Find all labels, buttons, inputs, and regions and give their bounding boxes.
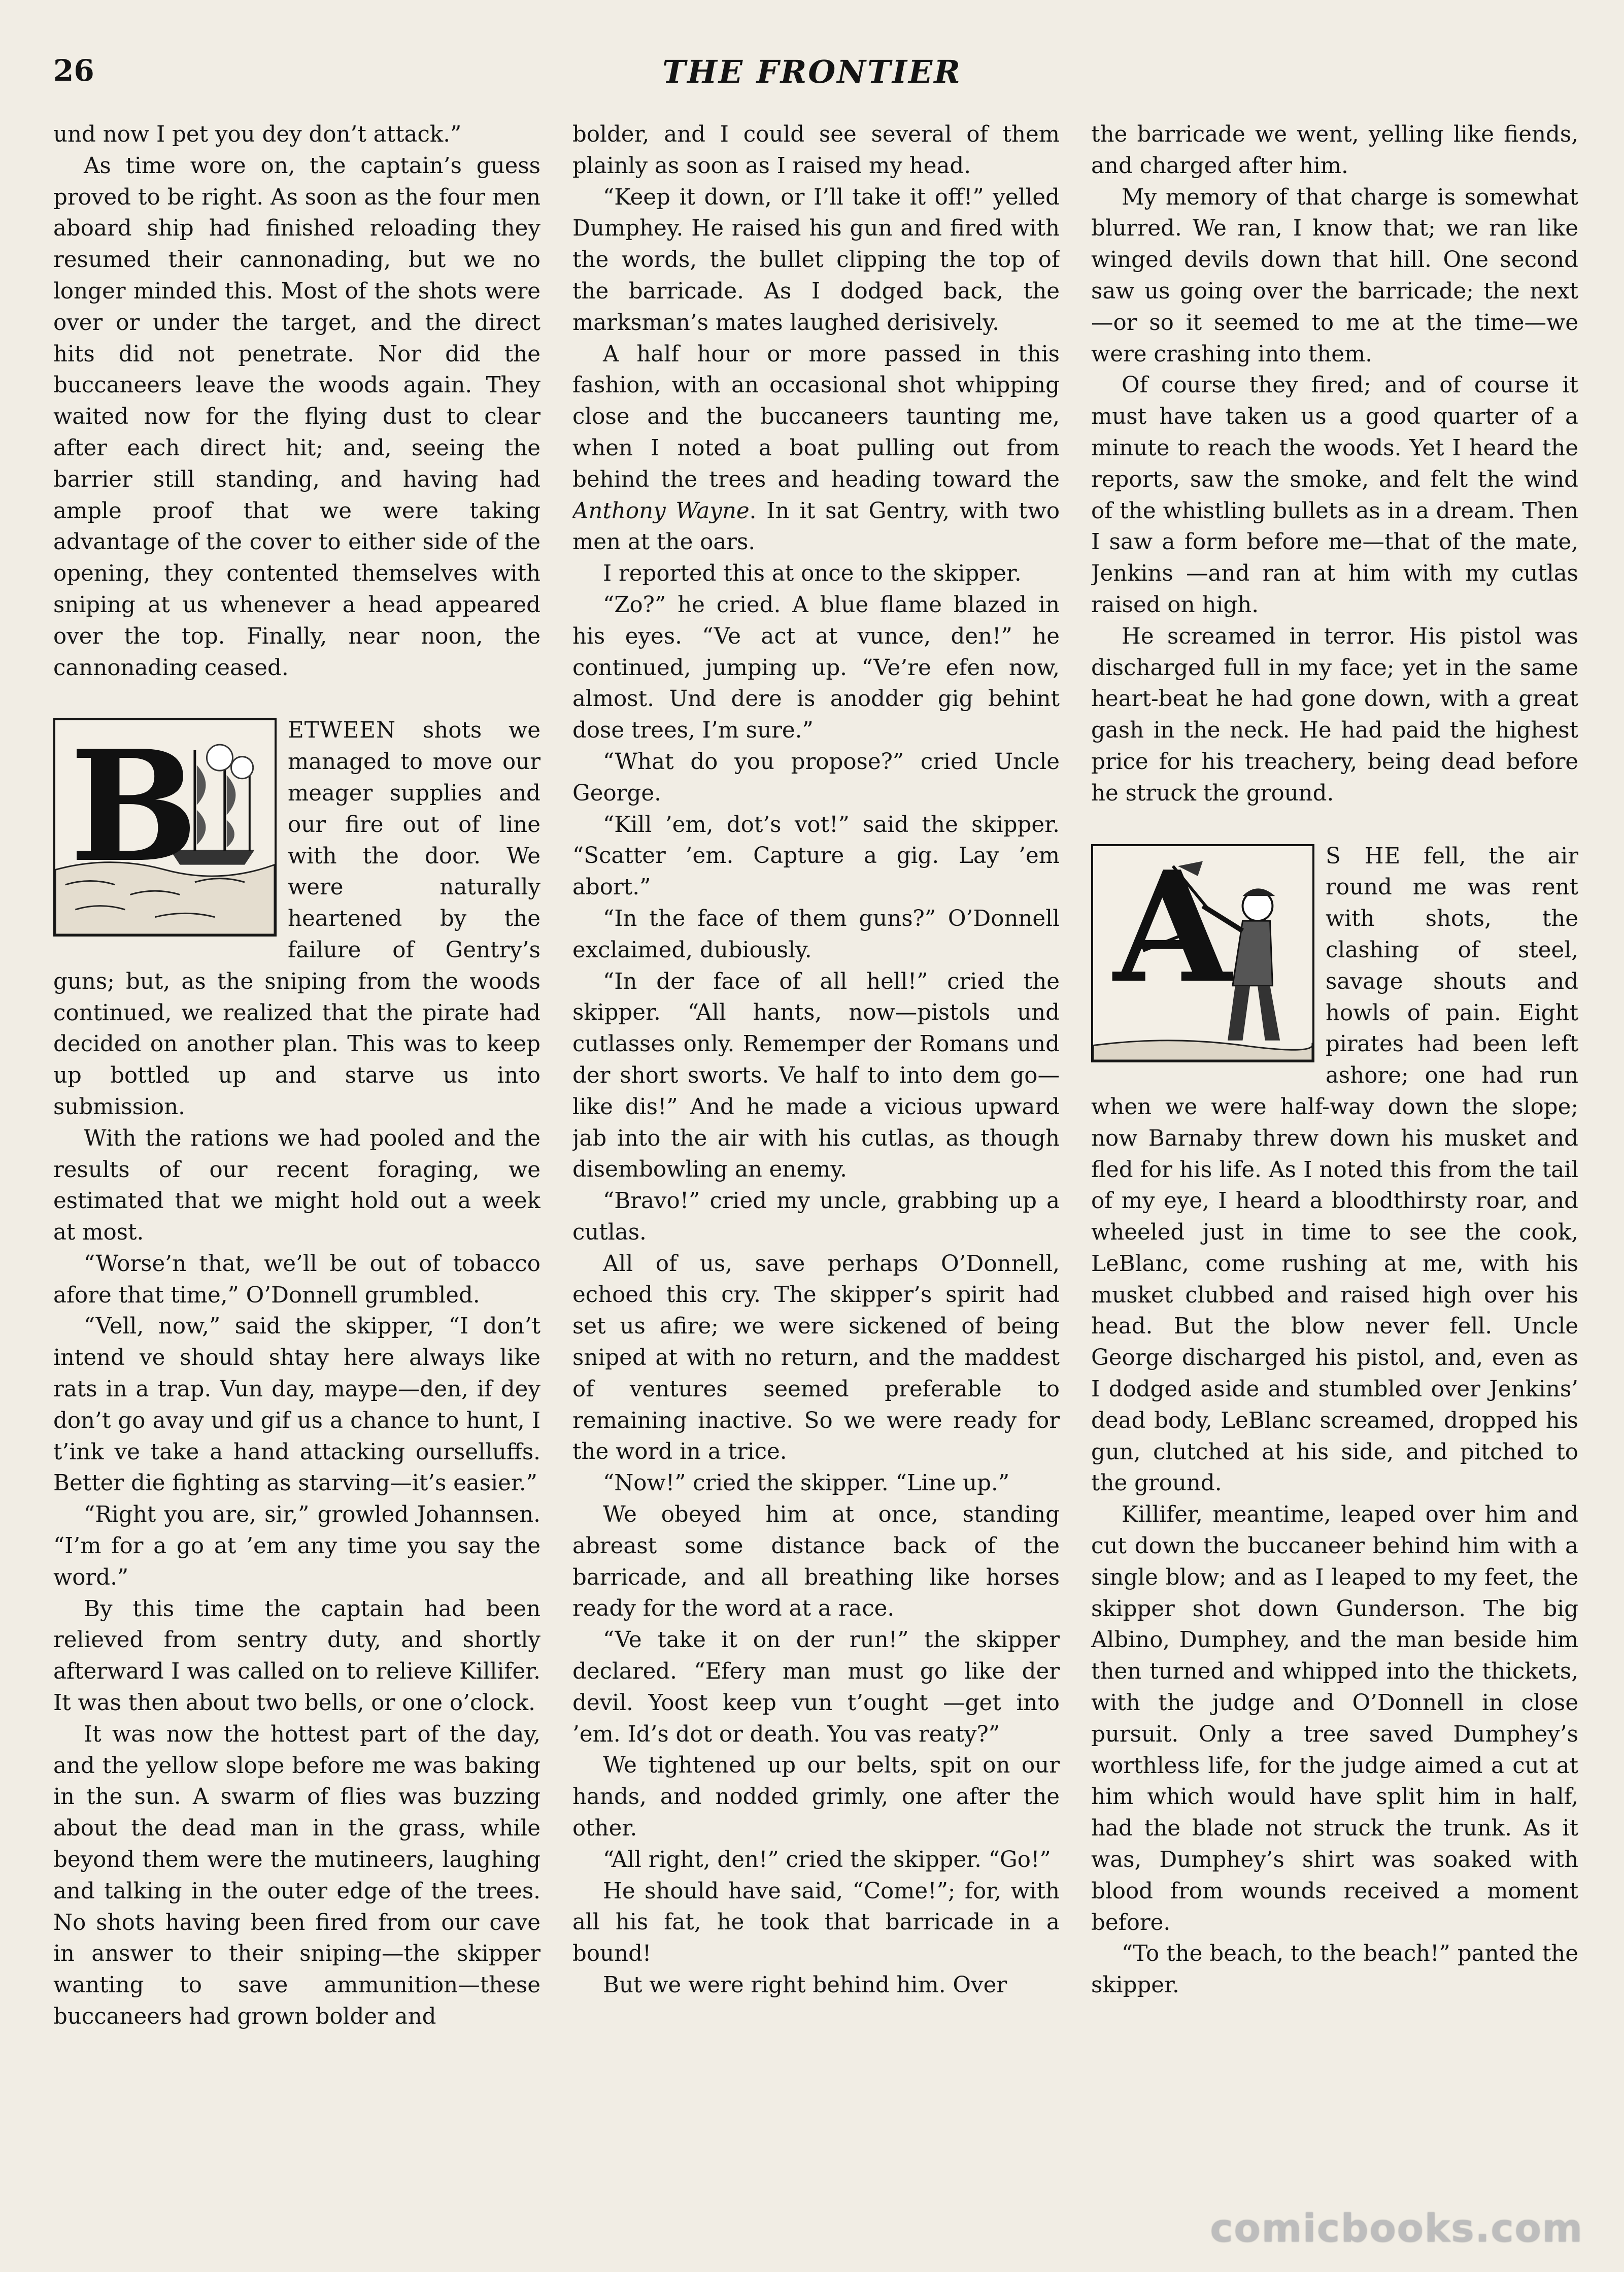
paragraph: “Bravo!” cried my uncle, grabbing up a cutlas. bbox=[572, 1188, 1060, 1245]
paragraph: “Vell, now,” said the skipper, “I don’t intend ve should shtay here always like rats in a trap. Vun day, maype—den, if dey don’t go avay und gif us a chance to hunt, I t’ink ve take a hand attacking ourselluffs. Better die fighting as starving—it’s easier.” bbox=[53, 1314, 540, 1496]
lead-word: S HE bbox=[1326, 843, 1401, 869]
paragraph: “Ve take it on der run!” the skipper declared. “Efery man must go like der devil. Yoost keep vun t’ought —get into ’em. Id’s dot or death. You vas reaty?” bbox=[572, 1627, 1060, 1747]
illuminated-initial-b: B bbox=[53, 718, 277, 937]
site-watermark: comicbooks.com bbox=[1210, 2206, 1583, 2251]
paragraph: the barricade we went, yelling like fiends, and charged after him. bbox=[1091, 122, 1578, 179]
paragraph: Killifer, meantime, leaped over him and cut down the buccaneer behind him with a single blow; and as I leaped to my feet, the skipper shot down Gunderson. The big Albino, Dumphey, and the man beside him then turned and whipped into the thickets, with the judge and O’Donnell in close pursuit. Only a tree saved Dumphey’s worthless life, for the judge aimed a cut at him which would have split him in half, had the blade not struck the trunk. As it was, Dumphey’s shirt was soaked with blood from wounds received a moment before. bbox=[1091, 1502, 1578, 1935]
paragraph: “Worse’n that, we’ll be out of tobacco afore that time,” O’Donnell grumbled. bbox=[53, 1251, 540, 1308]
paragraph: “Zo?” he cried. A blue flame blazed in his eyes. “Ve act at vunce, den!” he continued, jumping up. “Ve’re efen now, almost. Und dere is anodder gig behint dose trees, I’m sure.” bbox=[572, 592, 1060, 744]
paragraph: “What do you propose?” cried Uncle George. bbox=[572, 749, 1060, 806]
dropcap-paragraph bbox=[1091, 837, 1578, 1500]
ship-name: Anthony Wayne bbox=[572, 498, 750, 524]
paragraph: Of course they fired; and of course it must have taken us a good quarter of a minute to reach the woods. Yet I heard the reports, saw the smoke, and felt the wind of the whistling bullets as in a dream. Then I saw a form before me—that of the mate, Jenkins —and ran at him with my cutlas raised on high. bbox=[1091, 373, 1578, 618]
paragraph: “Kill ’em, dot’s vot!” said the skipper. “Scatter ’em. Capture a gig. Lay ’em abort.” bbox=[572, 812, 1060, 900]
paragraph: But we were right behind him. Over bbox=[603, 1973, 1007, 1998]
paragraph: We tightened up our belts, spit on our hands, and nodded grimly, one after the other. bbox=[572, 1753, 1060, 1842]
text-column-1 bbox=[53, 119, 540, 2190]
paragraph: My memory of that charge is somewhat blurred. We ran, I know that; we ran like winged devils down that hill. One second saw us going over the barricade; the next—or so it seemed to me at the time—we were crashing into them. bbox=[1091, 184, 1578, 367]
paragraph: As time wore on, the captain’s guess proved to be right. As soon as the four men aboard ship had finished reloading they resumed their cannonading, but we no longer minded this. Most of the shots were over or under the target, and the direct hits did not penetrate. Nor did the buccaneers leave the woods again. They waited now for the flying dust to clear after each direct hit; and, seeing the barrier still standing, and having had ample proof that we were taking advantage of the cover to either side of the opening, they contented themselves with sniping at us whenever a head appeared over the top. Finally, near noon, the cannonading ceased. bbox=[53, 153, 540, 681]
text-column-3 bbox=[1091, 119, 1578, 2190]
dropcap-paragraph bbox=[53, 715, 540, 1123]
paragraph-text: shots we managed to move our meager supplies and our fire out of line with the door. We were naturally heartened by the failure of Gentry’s guns; but, as the sniping from the woods continued, we realized that the pirate had decided on another plan. This was to keep up bottled up and starve us into submission. bbox=[53, 718, 540, 1120]
paragraph: I reported this at once to the skipper. bbox=[603, 561, 1022, 587]
paragraph: A half hour or more passed in this fashion, with an occasional shot whipping close and the buccaneers taunting me, when I noted a boat pulling out from behind the trees and heading toward the Anthony Wayne. In it sat Gentry, with two men at the oars. bbox=[572, 341, 1060, 555]
page-header bbox=[53, 53, 1571, 99]
paragraph: With the rations we had pooled and the results of our recent foraging, we estimated that we might hold out a week at most. bbox=[53, 1125, 540, 1246]
paragraph: He screamed in terror. His pistol was discharged full in my face; yet in the same heart-beat he had gone down, with a great gash in the neck. He had paid the highest price for his treachery, being dead before he struck the ground. bbox=[1091, 623, 1578, 806]
paragraph: “To the beach, to the beach!” panted the skipper. bbox=[1091, 1941, 1578, 1998]
paragraph: und now I pet you dey don’t attack.” bbox=[53, 122, 462, 147]
page-number: 26 bbox=[53, 53, 94, 88]
paragraph: “Right you are, sir,” growled Johannsen. “I’m for a go at ’em any time you say the word.” bbox=[53, 1502, 540, 1590]
paragraph: “Keep it down, or I’ll take it off!” yelled Dumphey. He raised his gun and fired with the words, the bullet clipping the top of the barricade. As I dodged back, the marksman’s mates laughed derisively. bbox=[572, 184, 1060, 336]
paragraph: He should have said, “Come!”; for, with all his fat, he took that barricade in a bound! bbox=[572, 1878, 1060, 1967]
paragraph: By this time the captain had been relieved from sentry duty, and shortly afterward I was called on to relieve Killifer. It was then about two bells, or one o’clock. bbox=[53, 1596, 540, 1716]
lead-word: ETWEEN bbox=[288, 718, 396, 744]
running-title: THE FRONTIER bbox=[662, 53, 962, 90]
paragraph: “Now!” cried the skipper. “Line up.” bbox=[603, 1471, 1010, 1496]
paragraph-text: fell, the air round me was rent with shots, the clashing of steel, savage shouts and howls of pain. Eight pirates had been left ashore; one had run when we were half-way down the slope; now Barnaby threw down his musket and fled for his life. As I noted this from the tail of my eye, I heard a bloodthirsty roar, and wheeled just in time to see the cook, LeBlanc, come rushing at me, with his musket clubbed and raised high over his head. But the blow never fell. Uncle George discharged his pistol, and, even as I dodged aside and stumbled over Jenkins’ dead body, LeBlanc screamed, dropped his gun, clutched at his side, and pitched to the ground. bbox=[1091, 843, 1578, 1496]
paragraph: “All right, den!” cried the skipper. “Go!” bbox=[603, 1847, 1051, 1873]
illuminated-initial-a: A bbox=[1091, 844, 1314, 1062]
paragraph: bolder, and I could see several of them plainly as soon as I raised my head. bbox=[572, 122, 1060, 179]
paragraph: It was now the hottest part of the day, and the yellow slope before me was baking in the sun. A swarm of flies was buzzing about the dead man in the grass, while beyond them were the mutineers, laughing and talking in the outer edge of the trees. No shots having been fired from our cave in answer to their sniping—the skipper wanting to save ammunition—these buccaneers had grown bolder and bbox=[53, 1721, 540, 2030]
paragraph: We obeyed him at once, standing abreast some distance back of the barricade, and all breathing like horses ready for the word at a race. bbox=[572, 1502, 1060, 1622]
paragraph: All of us, save perhaps O’Donnell, echoed this cry. The skipper’s spirit had set us afire; we were sickened of being sniped at with no return, and the maddest of ventures seemed preferable to remaining inactive. So we were ready for the word in a trice. bbox=[572, 1251, 1060, 1465]
paragraph: “In der face of all hell!” cried the skipper. “All hants, now—pistols und cutlasses only. Rememper der Romans und der short sworts. Ve half to into dem go—like dis!” And he made a vicious upward jab into the air with his cutlas, as though disembowling an enemy. bbox=[572, 968, 1060, 1183]
paragraph: “In the face of them guns?” O’Donnell exclaimed, dubiously. bbox=[572, 906, 1060, 963]
text-column-2 bbox=[572, 119, 1060, 2190]
